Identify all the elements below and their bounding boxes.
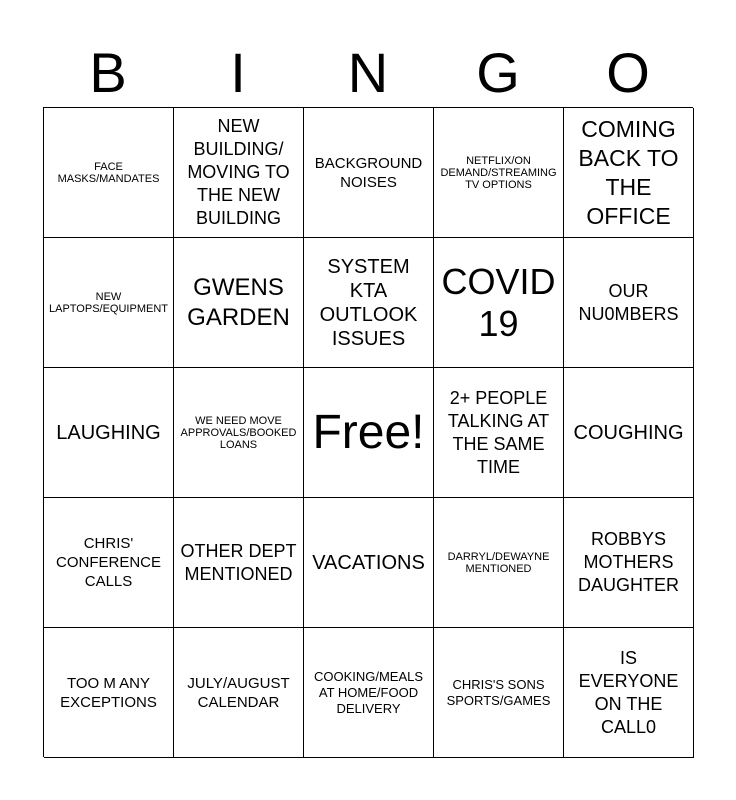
bingo-cell-r4c3[interactable]: VACATIONS xyxy=(304,498,434,628)
bingo-cell-r3c1[interactable]: LAUGHING xyxy=(44,368,174,498)
header-letter-o: O xyxy=(606,41,650,104)
bingo-cell-r2c3[interactable]: SYSTEM KTA OUTLOOK ISSUES xyxy=(304,238,434,368)
bingo-header xyxy=(43,40,693,106)
bingo-cell-r5c3[interactable]: COOKING/MEALS AT HOME/FOOD DELIVERY xyxy=(304,628,434,758)
bingo-cell-r4c5[interactable]: ROBBYS MOTHERS DAUGHTER xyxy=(564,498,694,628)
bingo-cell-r5c1[interactable]: TOO M ANY EXCEPTIONS xyxy=(44,628,174,758)
bingo-cell-r4c4[interactable]: DARRYL/DEWAYNE MENTIONED xyxy=(434,498,564,628)
bingo-cell-r2c1[interactable]: NEW LAPTOPS/EQUIPMENT xyxy=(44,238,174,368)
bingo-cell-r2c2[interactable]: GWENS GARDEN xyxy=(174,238,304,368)
free-space-cell[interactable]: Free! xyxy=(304,368,434,498)
bingo-cell-r5c2[interactable]: JULY/AUGUST CALENDAR xyxy=(174,628,304,758)
bingo-cell-r2c4[interactable]: COVID 19 xyxy=(434,238,564,368)
header-letter-n: N xyxy=(347,41,389,104)
bingo-board xyxy=(43,107,693,757)
bingo-cell-r5c4[interactable]: CHRIS'S SONS SPORTS/GAMES xyxy=(434,628,564,758)
bingo-cell-r1c3[interactable]: BACKGROUND NOISES xyxy=(304,108,434,238)
bingo-cell-r4c1[interactable]: CHRIS' CONFERENCE CALLS xyxy=(44,498,174,628)
bingo-cell-r3c5[interactable]: COUGHING xyxy=(564,368,694,498)
bingo-cell-r3c4[interactable]: 2+ PEOPLE TALKING AT THE SAME TIME xyxy=(434,368,564,498)
bingo-cell-r4c2[interactable]: OTHER DEPT MENTIONED xyxy=(174,498,304,628)
bingo-cell-r1c5[interactable]: COMING BACK TO THE OFFICE xyxy=(564,108,694,238)
header-letter-i: I xyxy=(230,41,246,104)
bingo-cell-r1c2[interactable]: NEW BUILDING/ MOVING TO THE NEW BUILDING xyxy=(174,108,304,238)
header-letter-g: G xyxy=(476,41,520,104)
header-letter-b: B xyxy=(89,41,127,104)
bingo-cell-r1c4[interactable]: NETFLIX/ON DEMAND/STREAMING TV OPTIONS xyxy=(434,108,564,238)
bingo-cell-r2c5[interactable]: OUR NU0MBERS xyxy=(564,238,694,368)
bingo-cell-r5c5[interactable]: IS EVERYONE ON THE CALL0 xyxy=(564,628,694,758)
bingo-cell-r3c2[interactable]: WE NEED MOVE APPROVALS/BOOKED LOANS xyxy=(174,368,304,498)
bingo-cell-r1c1[interactable]: FACE MASKS/MANDATES xyxy=(44,108,174,238)
